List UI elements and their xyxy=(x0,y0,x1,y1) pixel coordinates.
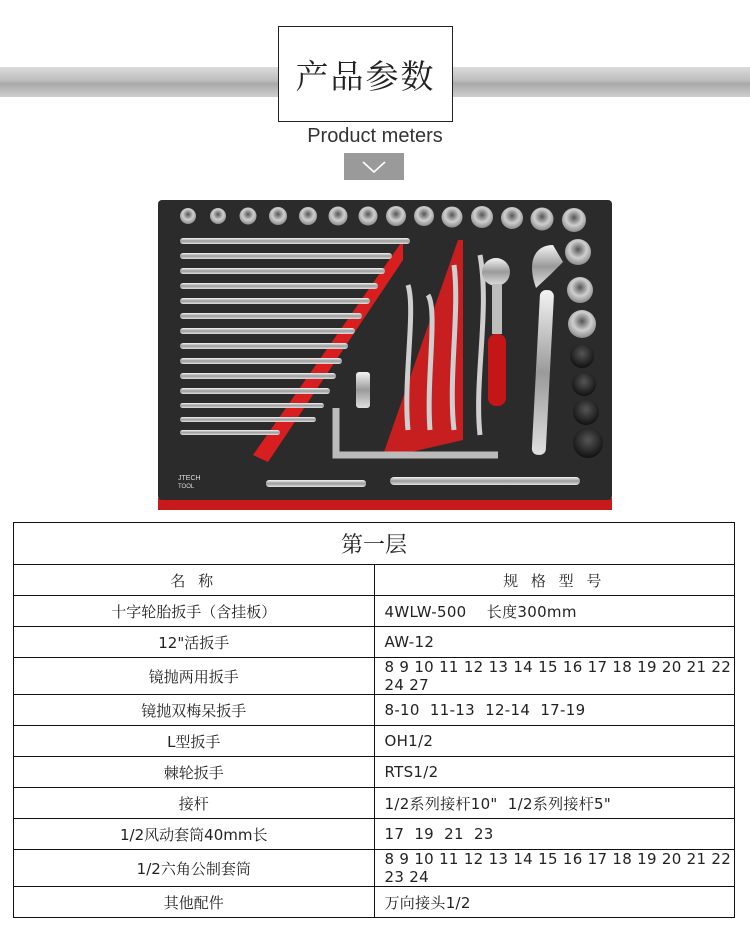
column-header-name: 名 称 xyxy=(14,565,375,596)
table-row xyxy=(14,658,735,695)
table-row xyxy=(14,788,735,819)
row-spec: 8 9 10 11 12 13 14 15 16 17 18 19 20 21 22 24 27 xyxy=(374,658,735,695)
row-name: 十字轮胎扳手（含挂板） xyxy=(14,596,375,627)
row-spec: OH1/2 xyxy=(374,726,735,757)
table-row xyxy=(14,757,735,788)
row-name: 1/2六角公制套筒 xyxy=(14,850,375,887)
row-spec: 8 9 10 11 12 13 14 15 16 17 18 19 20 21 22 23 24 xyxy=(374,850,735,887)
expand-button[interactable] xyxy=(344,153,404,180)
row-name: 12"活扳手 xyxy=(14,627,375,658)
table-row xyxy=(14,596,735,627)
row-spec: 17 19 21 23 xyxy=(374,819,735,850)
chevron-down-icon xyxy=(361,160,387,174)
table-row xyxy=(14,726,735,757)
row-spec: RTS1/2 xyxy=(374,757,735,788)
table-row xyxy=(14,695,735,726)
brand-logo-line2: TOOL xyxy=(178,484,195,490)
spec-table xyxy=(13,522,735,918)
page-subtitle: Product meters xyxy=(307,125,443,147)
table-row xyxy=(14,627,735,658)
row-spec: 1/2系列接杆10" 1/2系列接杆5" xyxy=(374,788,735,819)
row-name: 接杆 xyxy=(14,788,375,819)
row-spec: AW-12 xyxy=(374,627,735,658)
row-spec: 8-10 11-13 12-14 17-19 xyxy=(374,695,735,726)
layer-title: 第一层 xyxy=(14,523,735,565)
table-row xyxy=(14,819,735,850)
row-name: 其他配件 xyxy=(14,887,375,918)
row-name: L型扳手 xyxy=(14,726,375,757)
row-name: 1/2风动套筒40mm长 xyxy=(14,819,375,850)
tool-tray-image xyxy=(158,200,612,510)
brand-logo-line1: JTECH xyxy=(178,475,201,482)
row-spec: 4WLW-500 长度300mm xyxy=(374,596,735,627)
row-name: 镜抛双梅呆扳手 xyxy=(14,695,375,726)
column-header-spec: 规 格 型 号 xyxy=(374,565,735,596)
page-title: 产品参数 xyxy=(278,26,453,122)
row-spec: 万向接头1/2 xyxy=(374,887,735,918)
table-row xyxy=(14,850,735,887)
row-name: 镜抛两用扳手 xyxy=(14,658,375,695)
row-name: 棘轮扳手 xyxy=(14,757,375,788)
table-row xyxy=(14,887,735,918)
